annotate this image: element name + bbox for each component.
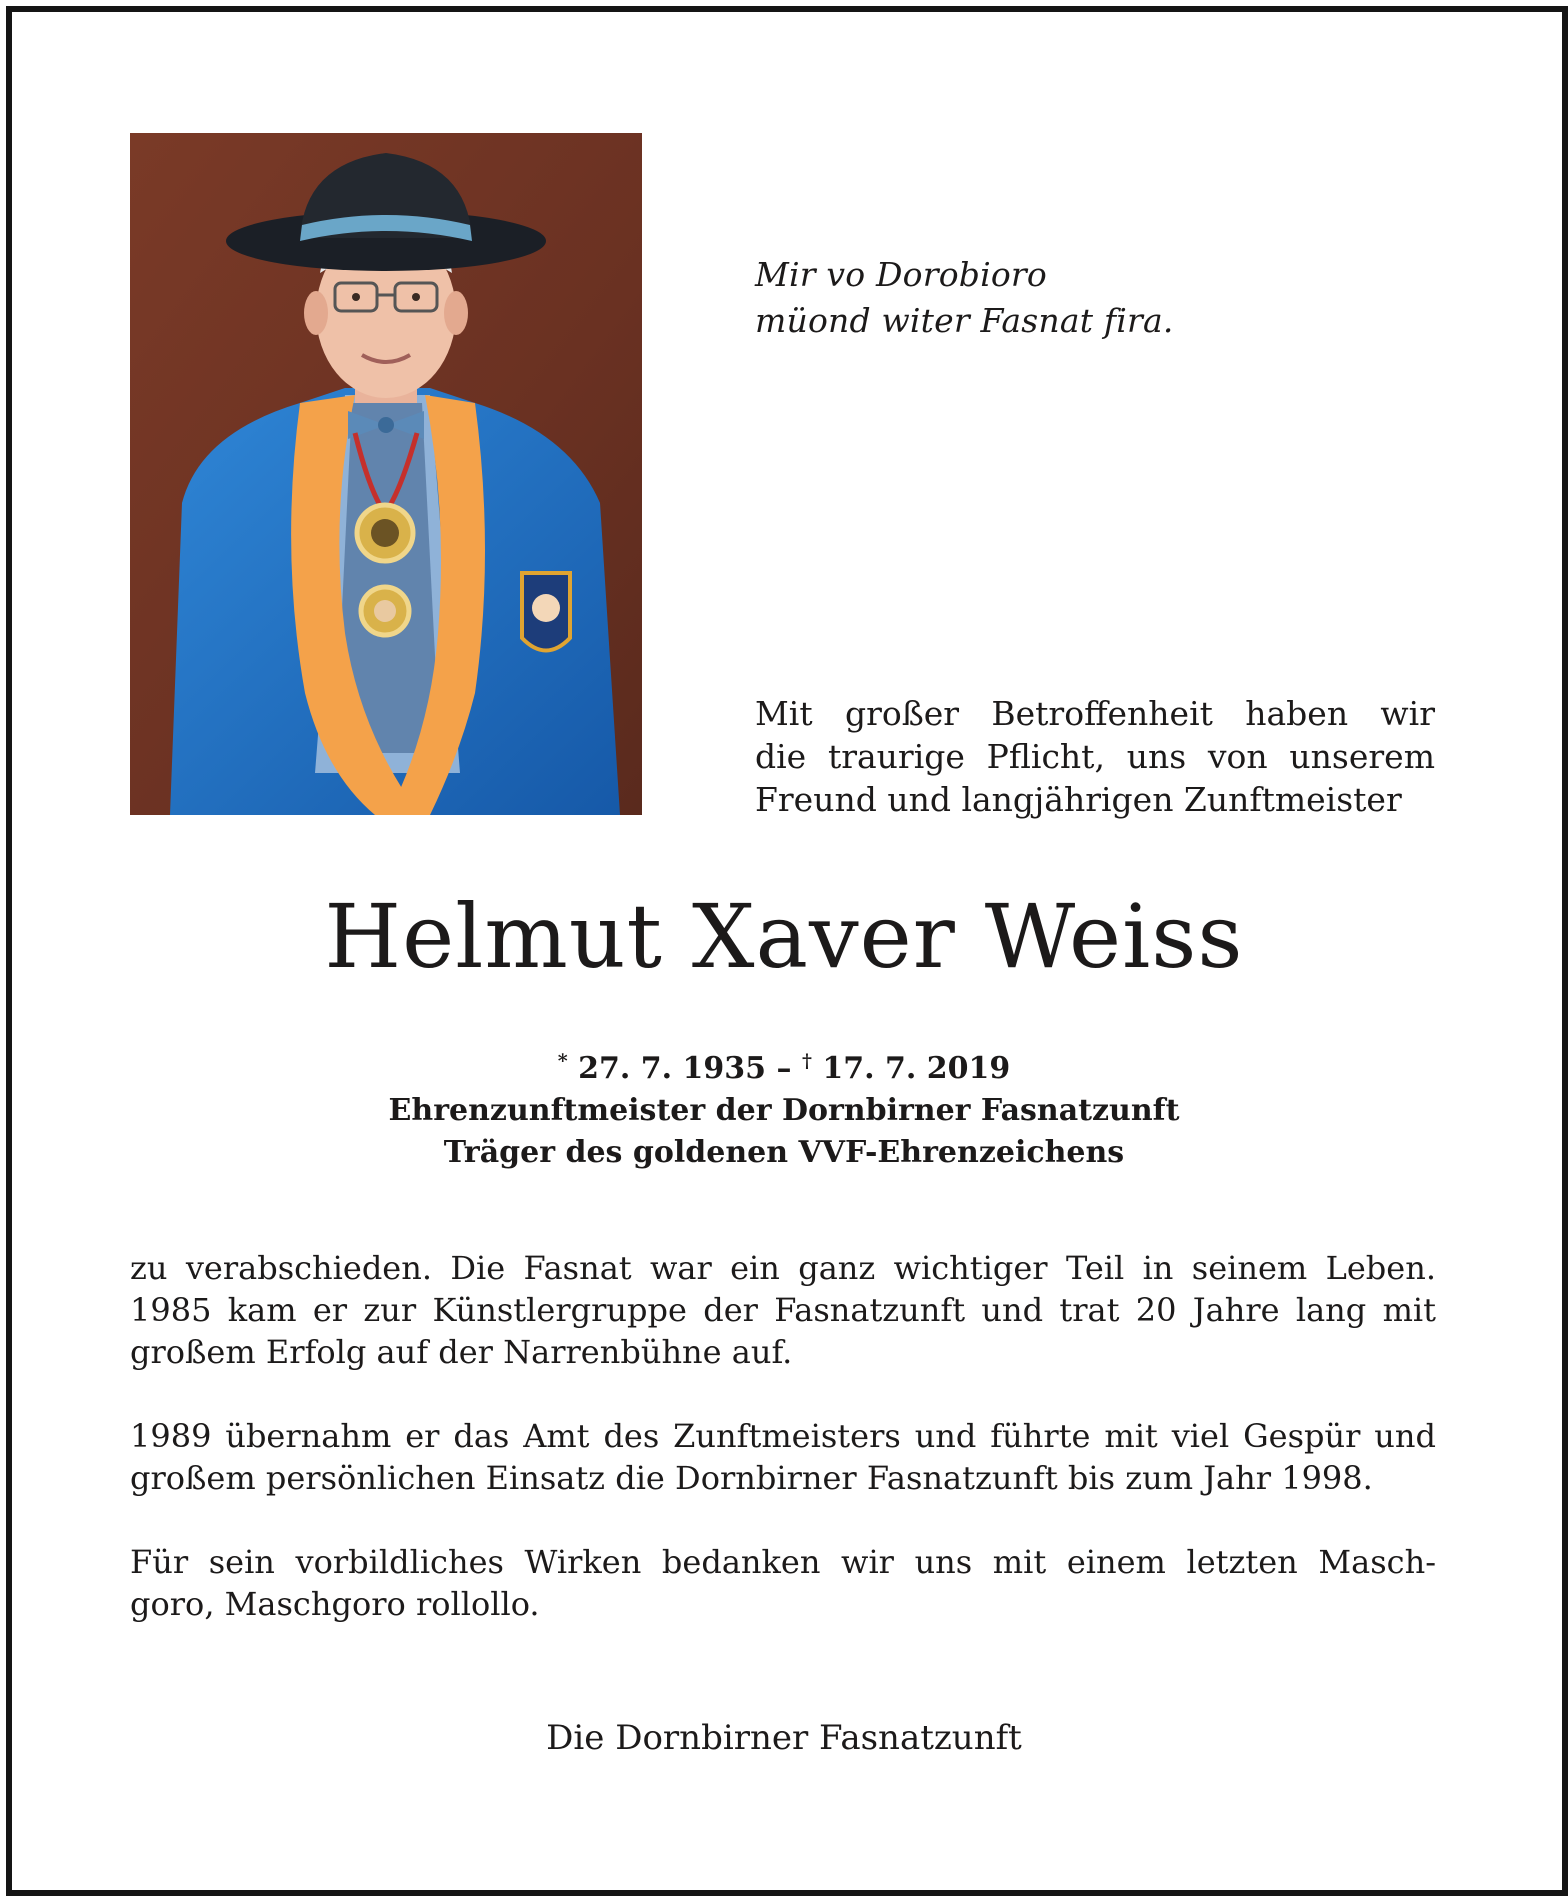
deceased-details [0,1040,1568,1174]
intro-line-1: Mit großer Betroffenheit haben wir [755,694,1435,733]
paragraph-line: Für sein vorbildliches Wirken bedanken wir uns mit einem letzten Masch- [130,1543,1436,1581]
honorary-title-2: Träger des goldenen VVF-Ehrenzeichens [443,1135,1125,1170]
birth-date: 27. 7. 1935 [578,1051,767,1086]
paragraph-3 [130,1541,1436,1625]
portrait-photo [130,133,642,815]
birth-symbol: * [557,1050,568,1072]
intro-line-3: Freund und langjährigen Zunftmeister [755,780,1402,819]
signature: Die Dornbirner Fasnatzunft [546,1718,1022,1758]
motto-line-1: Mir vo Dorobioro [755,255,1047,294]
paragraph-line: goro, Maschgoro rollollo. [130,1585,540,1623]
death-date: 17. 7. 2019 [822,1051,1011,1086]
death-symbol: † [801,1050,812,1072]
body-text [130,1247,1436,1667]
paragraph-line: 1985 kam er zur Künstlergruppe der Fasnatzunft und trat 20 Jahre lang mit [130,1291,1436,1329]
paragraph-1 [130,1247,1436,1373]
life-dates [0,1040,1568,1090]
paragraph-line: zu verabschieden. Die Fasnat war ein ganz wichtiger Teil in seinem Leben. [130,1249,1436,1287]
honorary-title-1: Ehrenzunftmeister der Dornbirner Fasnatzunft [388,1093,1180,1128]
paragraph-line: großem persönlichen Einsatz die Dornbirner Fasnatzunft bis zum Jahr 1998. [130,1459,1373,1497]
date-separator: – [766,1051,802,1086]
paragraph-2 [130,1415,1436,1499]
paragraph-line: 1989 übernahm er das Amt des Zunftmeisters und führte mit viel Gespür und [130,1417,1436,1455]
intro-line-2: die traurige Pflicht, uns von unserem [755,737,1435,776]
paragraph-line: großem Erfolg auf der Narrenbühne auf. [130,1333,793,1371]
motto [755,252,1475,344]
intro-text [755,692,1435,821]
motto-line-2: müond witer Fasnat fira. [755,301,1174,340]
portrait-illustration [130,133,642,815]
deceased-name: Helmut Xaver Weiss [324,885,1244,988]
